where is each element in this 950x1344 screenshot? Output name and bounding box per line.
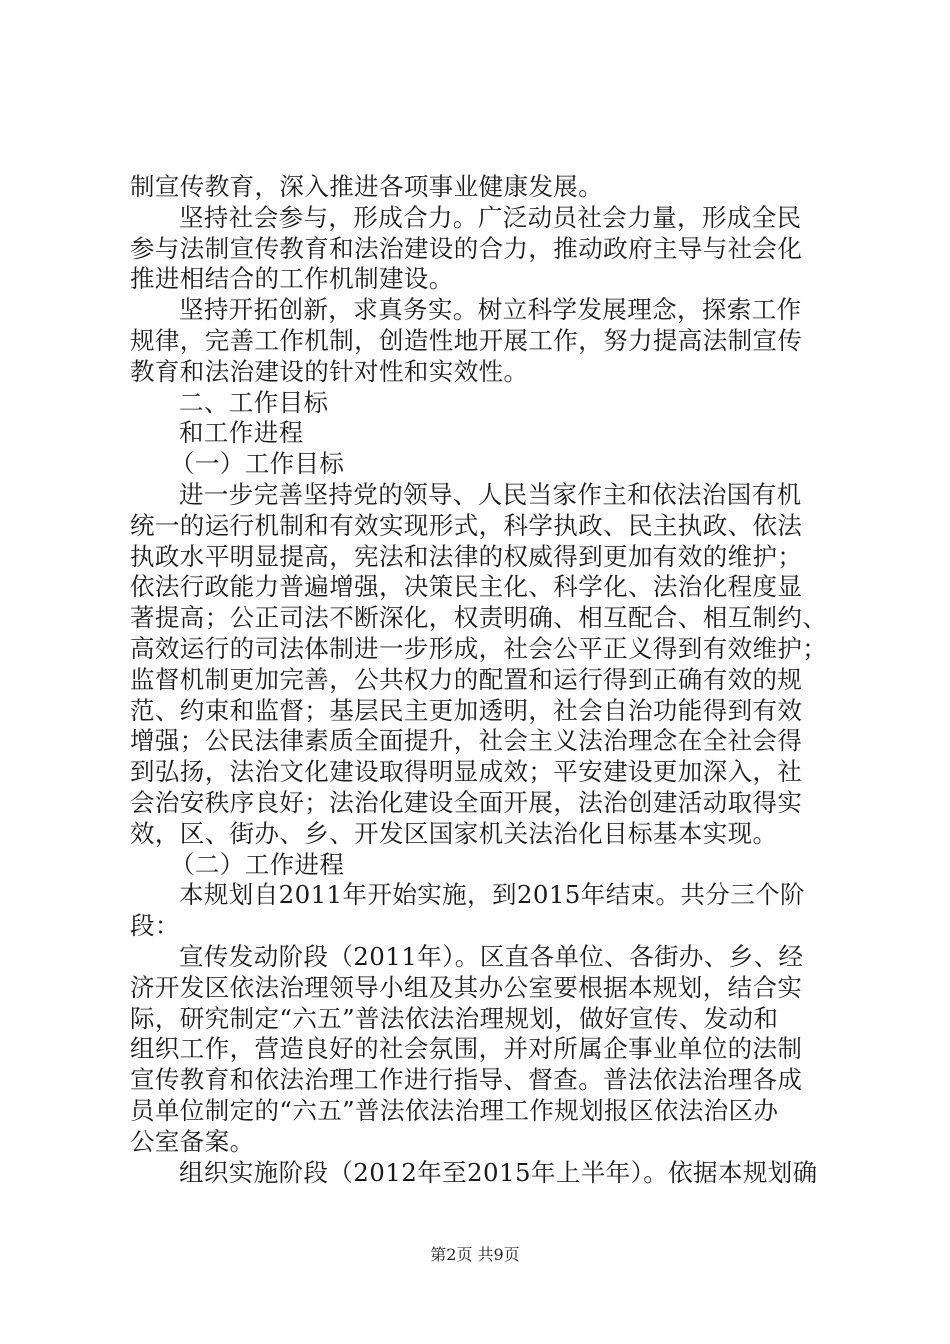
- text-line: 推进相结合的工作机制建设。: [130, 264, 454, 294]
- text-line: 组织工作，营造良好的社会氛围，并对所属企事业单位的法制: [130, 1034, 803, 1064]
- text-line: 员单位制定的“六五”普法依法治理工作规划报区依法治区办: [130, 1095, 779, 1125]
- text-line: 著提高；公正司法不断深化，权责明确、相互配合、相互制约、: [130, 603, 828, 633]
- text-line: 宣传教育和依法治理工作进行指导、督查。普法依法治理各成: [130, 1065, 803, 1095]
- text-line: 进一步完善坚持党的领导、人民当家作主和依法治国有机: [179, 479, 802, 509]
- text-line: 规律，完善工作机制，创造性地开展工作，努力提高法制宣传: [130, 325, 803, 355]
- text-line: 教育和法治建设的针对性和实效性。: [130, 356, 529, 386]
- text-line: 二、工作目标: [179, 387, 329, 417]
- text-line: 监督机制更加完善，公共权力的配置和运行得到正确有效的规: [130, 664, 803, 694]
- text-line: 本规划自2011年开始实施，到2015年结束。共分三个阶: [179, 880, 805, 910]
- text-line: 段：: [130, 911, 180, 941]
- text-line: 统一的运行机制和有效实现形式，科学执政、民主执政、依法: [130, 510, 803, 540]
- text-line: 坚持开拓创新，求真务实。树立科学发展理念，探索工作: [179, 295, 802, 325]
- text-line: （二）工作进程: [170, 849, 345, 879]
- text-line: 效，区、街办、乡、开发区国家机关法治化目标基本实现。: [130, 818, 778, 848]
- document-body: [130, 172, 830, 1188]
- text-line: （一）工作目标: [170, 449, 345, 479]
- text-line: 参与法制宣传教育和法治建设的合力，推动政府主导与社会化: [130, 233, 803, 263]
- text-line: 到弘扬，法治文化建设取得明显成效；平安建设更加深入，社: [130, 757, 803, 787]
- text-line: 际，研究制定“六五”普法依法治理规划，做好宣传、发动和: [130, 1003, 779, 1033]
- text-line: 组织实施阶段（2012年至2015年上半年）。依据本规划确: [179, 1157, 818, 1187]
- text-line: 坚持社会参与，形成合力。广泛动员社会力量，形成全民: [179, 202, 802, 232]
- text-line: 高效运行的司法体制进一步形成，社会公平正义得到有效维护；: [130, 633, 828, 663]
- text-line: 济开发区依法治理领导小组及其办公室要根据本规划，结合实: [130, 972, 803, 1002]
- text-line: 范、约束和监督；基层民主更加透明，社会自治功能得到有效: [130, 695, 803, 725]
- text-line: 会治安秩序良好；法治化建设全面开展，法治创建活动取得实: [130, 787, 803, 817]
- text-line: 依法行政能力普遍增强，决策民主化、科学化、法治化程度显: [130, 572, 803, 602]
- text-line: 公室备案。: [130, 1126, 255, 1156]
- text-line: 执政水平明显提高，宪法和法律的权威得到更加有效的维护；: [130, 541, 803, 571]
- text-line: 宣传发动阶段（2011年）。区直各单位、各街办、乡、经: [179, 941, 804, 971]
- text-line: 制宣传教育，深入推进各项事业健康发展。: [130, 172, 604, 201]
- page-footer: 第2页 共9页: [430, 1245, 520, 1264]
- text-line: 增强；公民法律素质全面提升，社会主义法治理念在全社会得: [130, 726, 803, 756]
- text-line: 和工作进程: [179, 418, 304, 448]
